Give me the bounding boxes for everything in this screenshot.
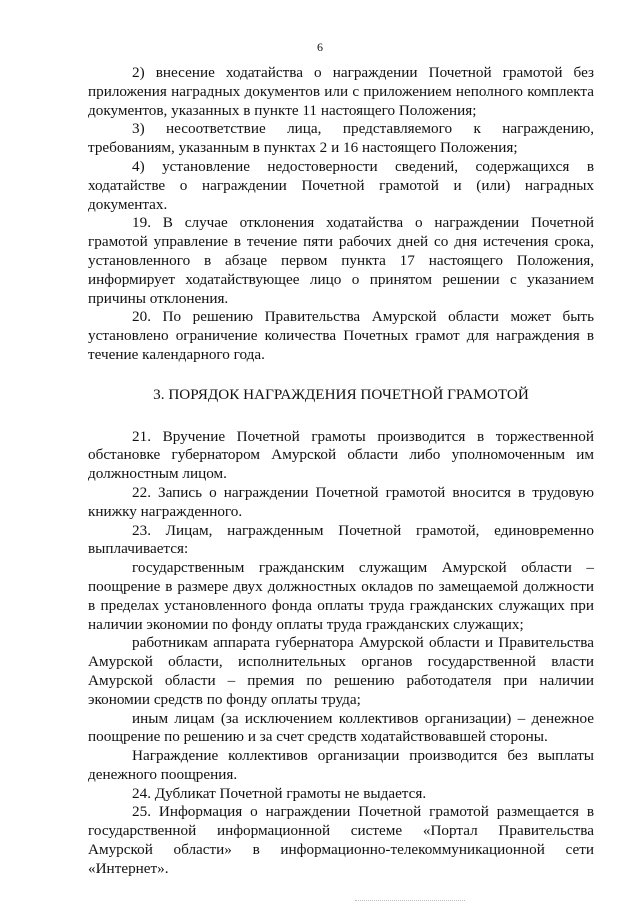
paragraph-clause-19: 19. В случае отклонения ходатайства о награждении Почетной грамотой управление в течение пяти рабочих дней со дня истечения срока, установленного в абзаце первом пункта 17 настоящего Положения, информирует ходатайствующее лицо о принятом решении с указанием причины отклонения. xyxy=(88,214,594,307)
paragraph-item-2: 2) внесение ходатайства о награждении Почетной грамотой без приложения наградных документов или с приложением неполного комплекта документов, указанных в пункте 11 настоящего Положения; xyxy=(88,64,594,119)
section-heading: 3. ПОРЯДОК НАГРАЖДЕНИЯ ПОЧЕТНОЙ ГРАМОТОЙ xyxy=(153,385,529,403)
paragraph-clause-20: 20. По решению Правительства Амурской области может быть установлено ограничение количества Почетных грамот для награждения в течение календарного года. xyxy=(88,308,594,363)
paragraph-clause-24: 24. Дубликат Почетной грамоты не выдается. xyxy=(132,784,427,802)
paragraph-other-persons: иным лицам (за исключением коллективов организации) – денежное поощрение по решению и за счет средств ходатайствовавшей стороны. xyxy=(88,709,594,746)
scan-artifact-line xyxy=(355,900,465,901)
paragraph-collectives: Награждение коллективов организации производится без выплаты денежного поощрения. xyxy=(88,747,594,783)
paragraph-item-3: 3) несоответствие лица, представляемого к награждению, требованиям, указанным в пунктах 2 и 16 настоящего Положения; xyxy=(88,120,594,157)
page-number: 6 xyxy=(317,40,323,54)
paragraph-item-4: 4) установление недостоверности сведений, содержащихся в ходатайстве о награждении Почетной грамотой и (или) наградных документах. xyxy=(88,157,594,213)
paragraph-clause-22: 22. Запись о награждении Почетной грамотой вносится в трудовую книжку награжденного. xyxy=(88,483,594,520)
paragraph-civil-servants: государственным гражданским служащим Амурской области – поощрение в размере двух должностных окладов по замещаемой должности в пределах установленного фонда оплаты труда гражданских служащих при наличии экономии по фонду оплаты труда гражданских служащих; xyxy=(88,559,594,633)
document-body xyxy=(88,64,594,879)
paragraph-clause-25: 25. Информация о награждении Почетной грамотой размещается в государственной информационной системе «Портал Правительства Амурской области» в информационно-телекоммуникационной сети «Интернет». xyxy=(88,803,594,877)
paragraph-clause-21: 21. Вручение Почетной грамоты производится в торжественной обстановке губернатором Амурской области либо уполномоченным им должностным лицом. xyxy=(88,427,594,483)
paragraph-staff: работникам аппарата губернатора Амурской области и Правительства Амурской области, исполнительных органов государственной власти Амурской области – премия по решению работодателя при наличии экономии средств по фонду оплаты труда; xyxy=(88,634,594,708)
paragraph-clause-23: 23. Лицам, награжденным Почетной грамотой, единовременно выплачивается: xyxy=(88,521,594,558)
